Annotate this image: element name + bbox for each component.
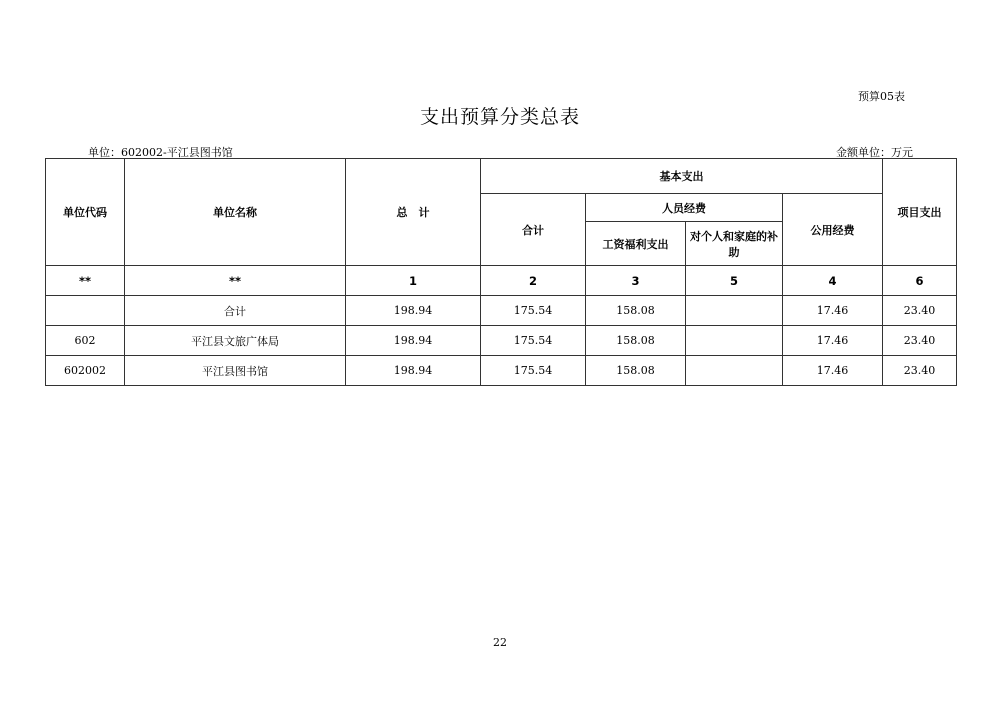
unit-name-cell: 平江县图书馆 [125,356,346,386]
total-cell: 198.94 [346,356,481,386]
public-cell: 17.46 [783,326,883,356]
index-cell: 2 [481,266,586,296]
unit-name-cell: 平江县文旅广体局 [125,326,346,356]
header-unit-name: 单位名称 [125,159,346,266]
table-row [46,356,957,386]
header-basic-expense: 基本支出 [481,159,883,194]
public-cell: 17.46 [783,356,883,386]
unit-name-cell: 合计 [125,296,346,326]
header-unit-code: 单位代码 [46,159,125,266]
page-number: 22 [493,636,507,649]
project-cell: 23.40 [883,356,957,386]
public-cell: 17.46 [783,296,883,326]
index-cell: ** [125,266,346,296]
money-unit-label: 金额单位：万元 [836,146,913,159]
header-subsidy: 对个人和家庭的补助 [686,222,783,266]
page-title: 支出预算分类总表 [419,106,580,128]
subtotal-cell: 175.54 [481,326,586,356]
index-cell: ** [46,266,125,296]
project-cell: 23.40 [883,326,957,356]
table-row [46,326,957,356]
header-public: 公用经费 [783,194,883,266]
index-cell: 3 [586,266,686,296]
total-cell: 198.94 [346,326,481,356]
unit-code-cell [46,296,125,326]
subsidy-cell [686,326,783,356]
header-subtotal: 合计 [481,194,586,266]
header-personnel: 人员经费 [586,194,783,222]
header-project: 项目支出 [883,159,957,266]
subsidy-cell [686,356,783,386]
index-cell: 6 [883,266,957,296]
index-cell: 1 [346,266,481,296]
budget-table [45,158,957,386]
unit-label: 单位：602002-平江县图书馆 [88,146,233,159]
unit-code-cell: 602002 [46,356,125,386]
wages-cell: 158.08 [586,326,686,356]
wages-cell: 158.08 [586,356,686,386]
header-total: 总 计 [346,159,481,266]
wages-cell: 158.08 [586,296,686,326]
index-cell: 5 [686,266,783,296]
index-cell: 4 [783,266,883,296]
project-cell: 23.40 [883,296,957,326]
subsidy-cell [686,296,783,326]
table-row [46,296,957,326]
total-cell: 198.94 [346,296,481,326]
subtotal-cell: 175.54 [481,356,586,386]
header-wages: 工资福利支出 [586,222,686,266]
subtotal-cell: 175.54 [481,296,586,326]
unit-code-cell: 602 [46,326,125,356]
form-number: 预算05表 [858,90,905,103]
